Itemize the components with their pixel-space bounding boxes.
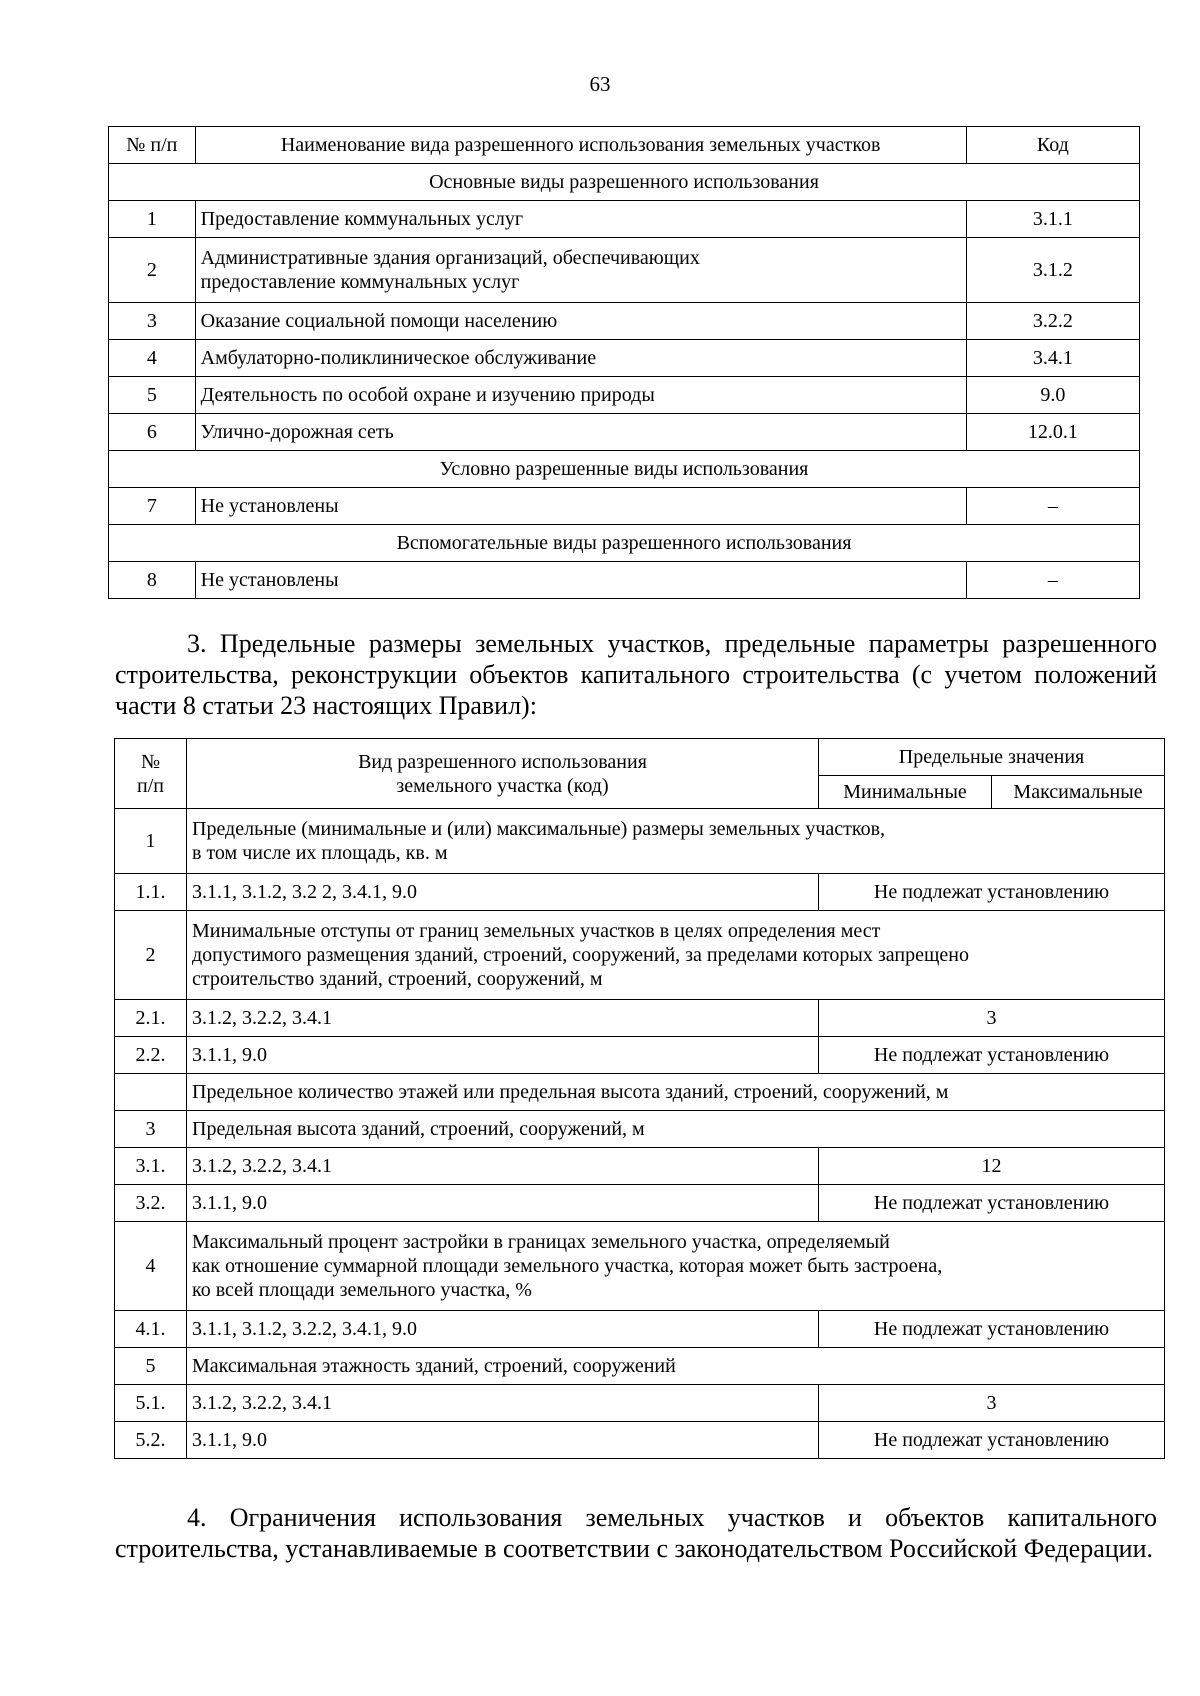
row-num: 6 [109,414,196,451]
table-row [115,1111,1165,1148]
row-code: 3.1.2 [966,238,1139,303]
table-header-row [115,739,1165,776]
row-text [187,911,1165,1000]
row-text-line: Предельные (минимальные и (или) максимальные) размеры земельных участков, [192,818,886,840]
row-num: 1 [109,201,196,238]
row-codes: 3.1.2, 3.2.2, 3.4.1 [187,1148,819,1185]
row-num: 1 [115,809,187,874]
row-num [115,1074,187,1111]
table-row [115,1000,1165,1037]
page-number: 63 [589,72,611,96]
row-num: 4.1. [115,1311,187,1348]
row-value: Не подлежат установлению [819,874,1165,911]
table-row [109,414,1140,451]
paragraph-3 [115,628,1157,721]
row-text [187,809,1165,874]
row-codes: 3.1.2, 3.2.2, 3.4.1 [187,1385,819,1422]
row-name: Амбулаторно-поликлиническое обслуживание [195,340,966,377]
paragraph-4 [115,1502,1157,1564]
row-num: 7 [109,488,196,525]
row-text: Предельное количество этажей или предельная высота зданий, строений, сооружений, м [187,1074,1165,1111]
table-row [109,303,1140,340]
table-row [115,809,1165,874]
row-value: 3 [819,1385,1165,1422]
row-value: Не подлежат установлению [819,1311,1165,1348]
section-title: Условно разрешенные виды использования [109,451,1140,488]
row-name: Не установлены [195,562,966,599]
table-row [115,1311,1165,1348]
row-num: 4 [115,1222,187,1311]
table-row [115,1148,1165,1185]
section-title: Основные виды разрешенного использования [109,164,1140,201]
row-name-line: предоставление коммунальных услуг [200,271,520,293]
row-num: 2.1. [115,1000,187,1037]
row-num: 5.2. [115,1422,187,1459]
row-codes: 3.1.1, 3.1.2, 3.2.2, 3.4.1, 9.0 [187,1311,819,1348]
row-num: 2.2. [115,1037,187,1074]
row-num: 2 [115,911,187,1000]
header-num-line: № [140,750,161,773]
table-row [115,1037,1165,1074]
row-name [195,238,966,303]
table-row [115,1185,1165,1222]
section-row [109,525,1140,562]
row-name: Деятельность по особой охране и изучению природы [195,377,966,414]
row-text-line: допустимого размещения зданий, строений, сооружений, за пределами которых запрещено [192,944,969,966]
row-num: 5 [109,377,196,414]
row-codes: 3.1.1, 3.1.2, 3.2 2, 3.4.1, 9.0 [187,874,819,911]
row-text-line: в том числе их площадь, кв. м [192,842,448,864]
paragraph-4-text: 4. Ограничения использования земельных участков и объектов капитального строительства, устанавливаемые в соответствии с законодательством Российской Федерации. [115,1503,1157,1563]
row-value: Не подлежат установлению [819,1185,1165,1222]
row-code: 3.2.2 [966,303,1139,340]
row-text-line: строительство зданий, строений, сооружений, м [192,968,603,990]
row-code: – [966,488,1139,525]
header-num: № п/п [109,127,196,164]
row-num: 8 [109,562,196,599]
section-row [109,164,1140,201]
row-num: 5.1. [115,1385,187,1422]
row-codes: 3.1.1, 9.0 [187,1037,819,1074]
row-text: Максимальная этажность зданий, строений, сооружений [187,1348,1165,1385]
row-num: 5 [115,1348,187,1385]
row-code: – [966,562,1139,599]
row-text-line: Максимальный процент застройки в границах земельного участка, определяемый [192,1231,890,1253]
row-num: 1.1. [115,874,187,911]
table-row [109,488,1140,525]
table-row [109,201,1140,238]
row-codes: 3.1.2, 3.2.2, 3.4.1 [187,1000,819,1037]
table-row [109,562,1140,599]
header-num [115,739,187,809]
row-text-line: Минимальные отступы от границ земельных участков в целях определения мест [192,920,881,942]
row-value: Не подлежат установлению [819,1037,1165,1074]
header-kind-line: Вид разрешенного использования [358,750,647,773]
header-min: Минимальные [819,776,992,809]
row-name: Не установлены [195,488,966,525]
header-kind-line: земельного участка (код) [396,774,609,797]
row-codes: 3.1.1, 9.0 [187,1185,819,1222]
permitted-use-table [108,126,1140,599]
row-name: Улично-дорожная сеть [195,414,966,451]
row-name: Оказание социальной помощи населению [195,303,966,340]
row-codes: 3.1.1, 9.0 [187,1422,819,1459]
header-kind [187,739,819,809]
row-code: 3.1.1 [966,201,1139,238]
table-row [115,1074,1165,1111]
row-value: Не подлежат установлению [819,1422,1165,1459]
table-row [115,1222,1165,1311]
table-row [109,377,1140,414]
header-max: Максимальные [992,776,1165,809]
row-value: 3 [819,1000,1165,1037]
paragraph-3-text: 3. Предельные размеры земельных участков, предельные параметры разрешенного строительства, реконструкции объектов капитального строительства (с учетом положений части 8 статьи 23 настоящих Правил): [115,629,1157,720]
row-num: 4 [109,340,196,377]
row-code: 12.0.1 [966,414,1139,451]
table-row [115,911,1165,1000]
table-row [115,1385,1165,1422]
row-num: 3.1. [115,1148,187,1185]
row-text-line: ко всей площади земельного участка, % [192,1279,532,1301]
table-row [115,1348,1165,1385]
row-num: 3.2. [115,1185,187,1222]
row-num: 3 [115,1111,187,1148]
header-name: Наименование вида разрешенного использования земельных участков [195,127,966,164]
section-title: Вспомогательные виды разрешенного использования [109,525,1140,562]
row-num: 3 [109,303,196,340]
header-limits: Предельные значения [819,739,1165,776]
limits-table [114,738,1165,1459]
row-text: Предельная высота зданий, строений, сооружений, м [187,1111,1165,1148]
table-row [109,238,1140,303]
table-row [109,340,1140,377]
row-num: 2 [109,238,196,303]
row-value: 12 [819,1148,1165,1185]
table-row [115,1422,1165,1459]
header-code: Код [966,127,1139,164]
row-name: Предоставление коммунальных услуг [195,201,966,238]
header-num-line: п/п [137,774,164,797]
row-text-line: как отношение суммарной площади земельного участка, которая может быть застроена, [192,1255,943,1277]
row-text [187,1222,1165,1311]
section-row [109,451,1140,488]
table-header-row [109,127,1140,164]
row-code: 9.0 [966,377,1139,414]
table-row [115,874,1165,911]
row-name-line: Административные здания организаций, обеспечивающих [200,247,700,269]
row-code: 3.4.1 [966,340,1139,377]
